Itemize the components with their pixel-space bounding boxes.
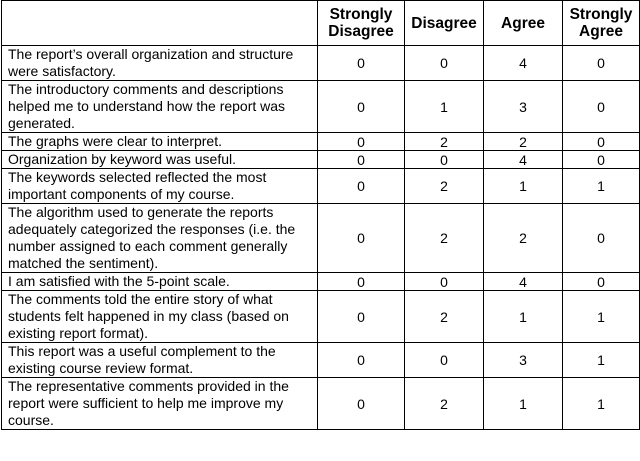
statement-cell: The introductory comments and descriptions helped me to understand how the report was generated. (2, 81, 318, 133)
table-row (2, 169, 640, 204)
strongly-agree-cell: 0 (563, 81, 640, 133)
table-row (2, 378, 640, 430)
table-row (2, 273, 640, 291)
disagree-cell: 1 (405, 81, 484, 133)
statement-cell: Organization by keyword was useful. (2, 151, 318, 169)
table-row (2, 81, 640, 133)
disagree-cell: 0 (405, 46, 484, 81)
strongly-disagree-cell: 0 (318, 133, 405, 151)
statement-cell: The representative comments provided in the report were sufficient to help me improve my course. (2, 378, 318, 430)
strongly-agree-cell: 1 (563, 169, 640, 204)
table-row (2, 204, 640, 273)
strongly-agree-cell: 1 (563, 291, 640, 343)
strongly-agree-cell: 0 (563, 204, 640, 273)
agree-cell: 4 (484, 151, 563, 169)
strongly-agree-cell: 0 (563, 273, 640, 291)
strongly-agree-cell: 0 (563, 46, 640, 81)
strongly-disagree-cell: 0 (318, 291, 405, 343)
statement-cell: The comments told the entire story of what students felt happened in my class (based on existing report format). (2, 291, 318, 343)
statement-cell: This report was a useful complement to the existing course review format. (2, 343, 318, 378)
statement-cell: The keywords selected reflected the most important components of my course. (2, 169, 318, 204)
agree-cell: 1 (484, 378, 563, 430)
strongly-agree-cell: 0 (563, 151, 640, 169)
strongly-disagree-cell: 0 (318, 151, 405, 169)
strongly-disagree-cell: 0 (318, 204, 405, 273)
strongly-disagree-cell: 0 (318, 378, 405, 430)
strongly-disagree-cell: 0 (318, 46, 405, 81)
strongly-agree-cell: 1 (563, 378, 640, 430)
header-row (2, 1, 640, 46)
disagree-cell: 2 (405, 378, 484, 430)
survey-results-table (1, 0, 640, 430)
strongly-agree-cell: 1 (563, 343, 640, 378)
statement-cell: I am satisfied with the 5-point scale. (2, 273, 318, 291)
agree-cell: 1 (484, 169, 563, 204)
header-strongly-disagree: Strongly Disagree (318, 1, 405, 46)
header-agree: Agree (484, 1, 563, 46)
header-disagree: Disagree (405, 1, 484, 46)
table-row (2, 151, 640, 169)
agree-cell: 1 (484, 291, 563, 343)
table-row (2, 133, 640, 151)
agree-cell: 2 (484, 204, 563, 273)
strongly-disagree-cell: 0 (318, 273, 405, 291)
statement-cell: The algorithm used to generate the reports adequately categorized the responses (i.e. the number assigned to each comment generally matched the sentiment). (2, 204, 318, 273)
disagree-cell: 2 (405, 133, 484, 151)
disagree-cell: 0 (405, 343, 484, 378)
header-strongly-agree: Strongly Agree (563, 1, 640, 46)
disagree-cell: 0 (405, 151, 484, 169)
table-row (2, 343, 640, 378)
table-row (2, 291, 640, 343)
strongly-disagree-cell: 0 (318, 343, 405, 378)
agree-cell: 3 (484, 81, 563, 133)
agree-cell: 4 (484, 46, 563, 81)
table-row (2, 46, 640, 81)
agree-cell: 4 (484, 273, 563, 291)
strongly-agree-cell: 0 (563, 133, 640, 151)
statement-cell: The report’s overall organization and structure were satisfactory. (2, 46, 318, 81)
agree-cell: 3 (484, 343, 563, 378)
header-statement (2, 1, 318, 46)
disagree-cell: 2 (405, 204, 484, 273)
strongly-disagree-cell: 0 (318, 169, 405, 204)
disagree-cell: 2 (405, 291, 484, 343)
disagree-cell: 2 (405, 169, 484, 204)
agree-cell: 2 (484, 133, 563, 151)
disagree-cell: 0 (405, 273, 484, 291)
strongly-disagree-cell: 0 (318, 81, 405, 133)
statement-cell: The graphs were clear to interpret. (2, 133, 318, 151)
